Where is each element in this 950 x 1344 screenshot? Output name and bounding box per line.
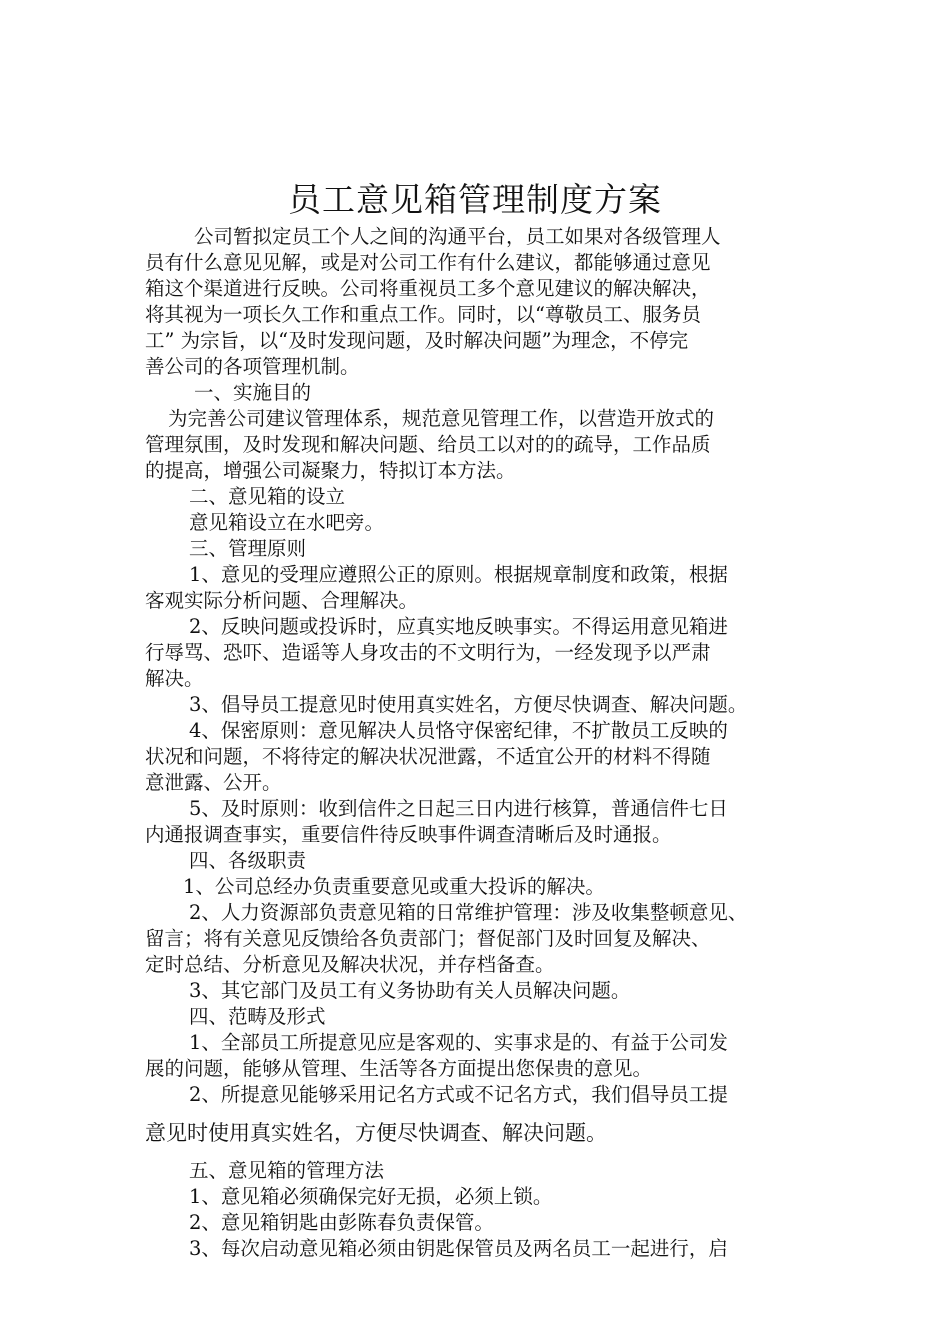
- text-line: 1、意见的受理应遵照公正的原则。根据规章制度和政策，根据: [189, 563, 728, 586]
- text-line: 箱这个渠道进行反映。公司将重视员工多个意见建议的解决解决，: [145, 277, 711, 300]
- text-line: 意泄露、公开。: [145, 771, 282, 794]
- text-line: 意见箱设立在水吧旁。: [189, 511, 385, 534]
- text-line: 1、意见箱必须确保完好无损，必须上锁。: [189, 1185, 553, 1208]
- text-line: 2、人力资源部负责意见箱的日常维护管理：涉及收集整顿意见、: [189, 901, 748, 924]
- text-line: 解决。: [145, 667, 204, 690]
- text-line: 3、倡导员工提意见时使用真实姓名，方便尽快调查、解决问题。: [189, 693, 748, 716]
- text-line: 状况和问题，不将待定的解决状况泄露，不适宜公开的材料不得随: [145, 745, 711, 768]
- section-heading: 一、实施目的: [194, 381, 312, 404]
- text-line: 3、其它部门及员工有义务协助有关人员解决问题。: [189, 979, 631, 1002]
- text-line: 1、全部员工所提意见应是客观的、实事求是的、有益于公司发: [189, 1031, 728, 1054]
- text-line: 定时总结、分析意见及解决状况，并存档备查。: [145, 953, 555, 976]
- text-line: 意见时使用真实姓名，方便尽快调查、解决问题。: [145, 1121, 607, 1145]
- text-line: 5、及时原则：收到信件之日起三日内进行核算，普通信件七日: [189, 797, 728, 820]
- text-line: 2、所提意见能够采用记名方式或不记名方式，我们倡导员工提: [189, 1083, 728, 1106]
- text-line: 2、意见箱钥匙由彭陈春负责保管。: [189, 1211, 494, 1234]
- document-title: 员工意见箱管理制度方案: [288, 180, 662, 219]
- text-line: 展的问题，能够从管理、生活等各方面提出您保贵的意见。: [145, 1057, 653, 1080]
- text-line: 行辱骂、恐吓、造谣等人身攻击的不文明行为，一经发现予以严肃: [145, 641, 711, 664]
- text-line: 善公司的各项管理机制。: [145, 355, 360, 378]
- text-line: 3、每次启动意见箱必须由钥匙保管员及两名员工一起进行，启: [189, 1237, 728, 1260]
- text-line: 留言；将有关意见反馈给各负责部门；督促部门及时回复及解决、: [145, 927, 711, 950]
- section-heading: 二、意见箱的设立: [189, 485, 346, 508]
- text-line: 内通报调查事实，重要信件待反映事件调查清晰后及时通报。: [145, 823, 672, 846]
- text-line: 客观实际分析问题、合理解决。: [145, 589, 419, 612]
- text-line: 的提高，增强公司凝聚力，特拟订本方法。: [145, 459, 516, 482]
- text-line: 管理氛围，及时发现和解决问题、给员工以对的的疏导，工作品质: [145, 433, 711, 456]
- text-line: 员有什么意见见解，或是对公司工作有什么建议，都能够通过意见: [145, 251, 711, 274]
- text-line: 将其视为一项长久工作和重点工作。同时，以“尊敬员工、服务员: [145, 303, 701, 326]
- text-line: 工” 为宗旨，以“及时发现问题，及时解决问题”为理念，不停完: [145, 329, 689, 352]
- section-heading: 四、各级职责: [189, 849, 307, 872]
- section-heading: 三、管理原则: [189, 537, 307, 560]
- section-heading: 五、意见箱的管理方法: [189, 1159, 385, 1182]
- text-line: 为完善公司建议管理体系，规范意见管理工作，以营造开放式的: [168, 407, 715, 430]
- text-line: 公司暂拟定员工个人之间的沟通平台，员工如果对各级管理人: [194, 225, 721, 248]
- section-heading: 四、范畴及形式: [189, 1005, 326, 1028]
- text-line: 4、保密原则：意见解决人员恪守保密纪律，不扩散员工反映的: [189, 719, 728, 742]
- text-line: 2、反映问题或投诉时，应真实地反映事实。不得运用意见箱进: [189, 615, 728, 638]
- text-line: 1、公司总经办负责重要意见或重大投诉的解决。: [183, 875, 605, 898]
